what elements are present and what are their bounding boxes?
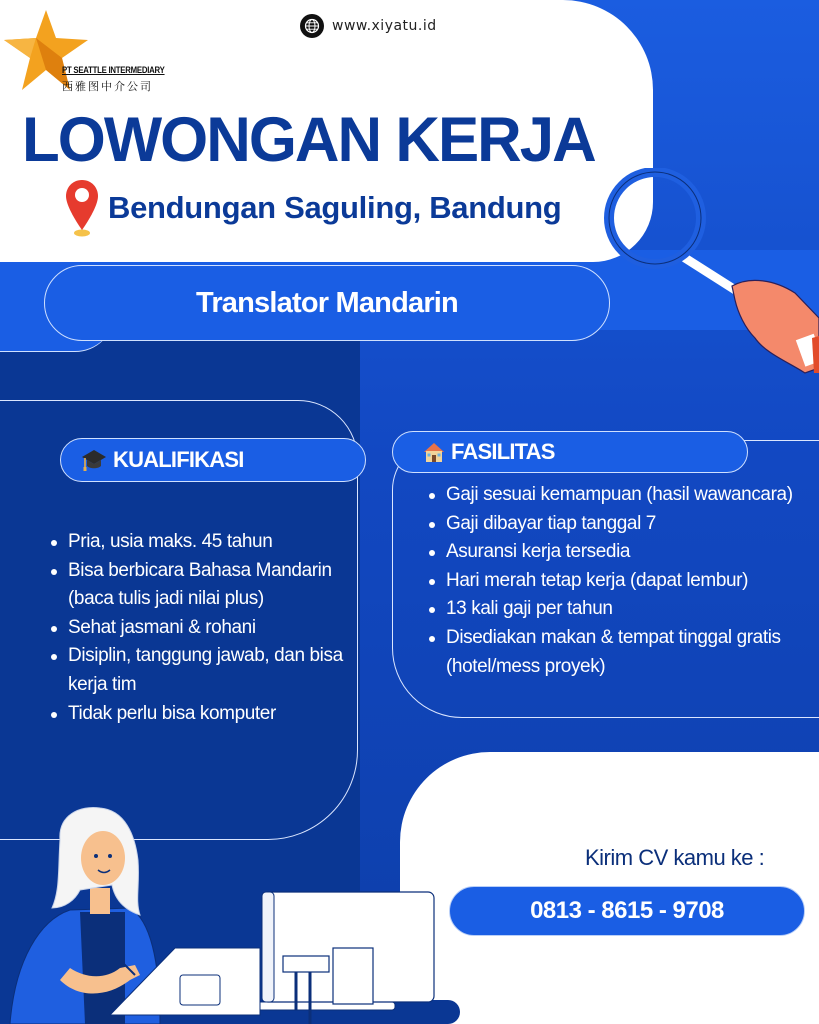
list-item: Gaji dibayar tiap tanggal 7	[426, 510, 819, 539]
list-item: Gaji sesuai kemampuan (hasil wawancara)	[426, 481, 819, 510]
list-item: 13 kali gaji per tahun	[426, 595, 819, 624]
contact-label: Kirim CV kamu ke :	[585, 845, 765, 870]
house-icon	[423, 441, 445, 463]
page-title: LOWONGAN KERJA	[22, 105, 595, 175]
list-item: Hari merah tetap kerja (dapat lembur)	[426, 567, 819, 596]
graduation-cap-icon	[81, 448, 107, 472]
globe-icon	[300, 14, 324, 38]
phone-number-button[interactable]	[449, 886, 805, 936]
facilities-heading: FASILITAS	[451, 439, 555, 464]
list-item: Tidak perlu bisa komputer	[48, 700, 348, 729]
qualifications-heading: KUALIFIKASI	[113, 447, 244, 472]
job-position-pill	[44, 265, 610, 341]
list-item: Sehat jasmani & rohani	[48, 614, 348, 643]
facilities-list	[426, 481, 819, 681]
qualifications-heading-pill	[60, 438, 366, 482]
website-link[interactable]	[300, 14, 437, 38]
company-name-en: PT SEATTLE INTERMEDIARY	[62, 65, 165, 76]
qualifications-list	[48, 528, 348, 728]
website-url: www.xiyatu.id	[332, 18, 437, 34]
list-item: Disiplin, tanggung jawab, dan bisa kerja tim	[48, 642, 348, 699]
list-item: Disediakan makan & tempat tinggal gratis (hotel/mess proyek)	[426, 624, 819, 681]
map-pin-icon	[64, 178, 100, 238]
company-name-zh: 西雅图中介公司	[62, 81, 153, 93]
job-location	[64, 178, 561, 238]
list-item: Pria, usia maks. 45 tahun	[48, 528, 348, 557]
location-text: Bendungan Saguling, Bandung	[108, 190, 562, 225]
facilities-heading-pill	[392, 431, 748, 473]
woman-at-computer-illustration	[0, 800, 470, 1024]
job-position: Translator Mandarin	[196, 286, 458, 319]
company-logo	[4, 10, 165, 93]
list-item: Asuransi kerja tersedia	[426, 538, 819, 567]
list-item: Bisa berbicara Bahasa Mandarin (baca tulis jadi nilai plus)	[48, 557, 348, 614]
magnifier-hand-illustration	[600, 168, 819, 378]
phone-number: 0813 - 8615 - 9708	[530, 897, 724, 924]
